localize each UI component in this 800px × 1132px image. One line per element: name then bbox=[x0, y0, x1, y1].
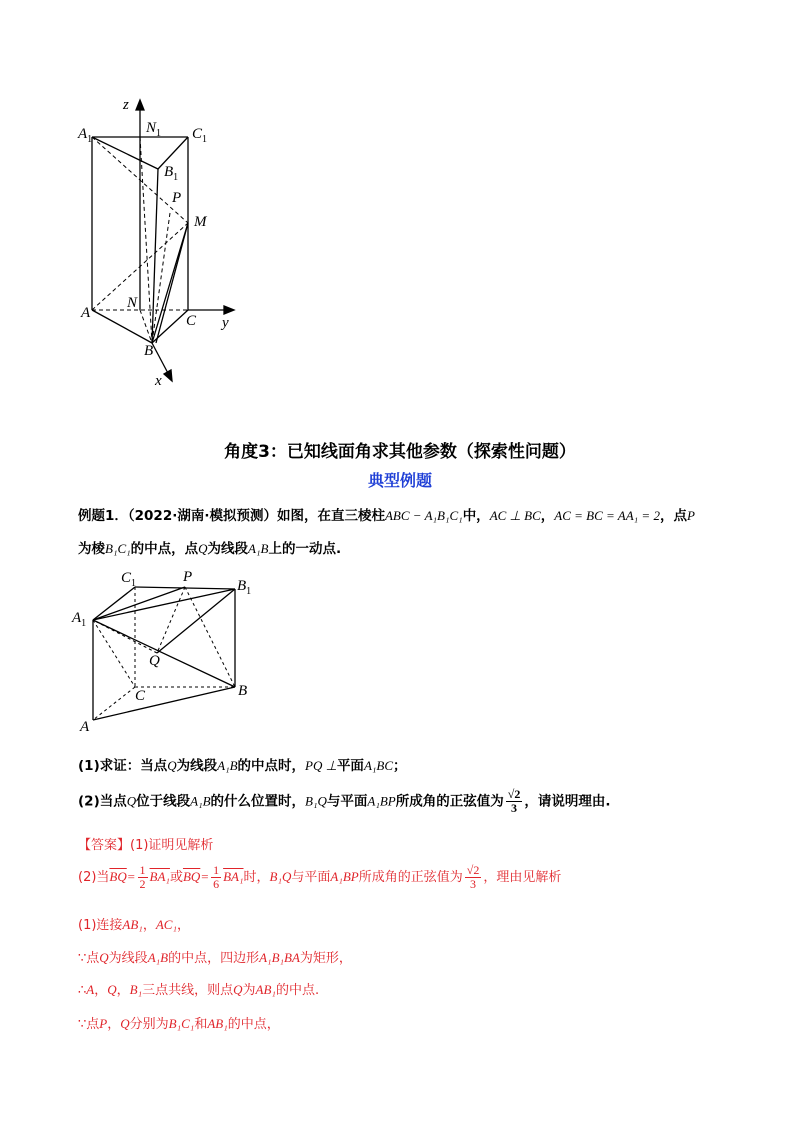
label2-C: C bbox=[135, 688, 146, 704]
example-line-1: 例题1．（2022·湖南·模拟预测）如图，在直三棱柱ABC − A₁B₁C₁中，AC ⊥ BC，AC = BC = AA₁ = 2，点P bbox=[78, 508, 695, 524]
answer-line-1: 【答案】(1)证明见解析 bbox=[78, 838, 214, 853]
question-1: (1)求证：当点Q为线段A₁B的中点时，PQ ⊥平面A₁BC； bbox=[78, 758, 407, 774]
label-C1: $C_1$ bbox=[192, 126, 208, 145]
answer-line-2: (2)当$\overline{BQ}=$ $\frac{1}{2}$ BA₁或$\overline{BQ}=$ $\frac{1}{6}$ BA₁时，B₁Q与平面A₁BP所成角的正弦值为 $\frac{√2}{3}$ ，理由见解析 bbox=[78, 863, 562, 891]
fraction-sqrt2-3: $\frac{√2}{3}$ bbox=[507, 787, 521, 815]
solution-step-2: ∵点Q为线段A₁B的中点，四边形A₁B₁BA为矩形， bbox=[78, 950, 352, 966]
label-N1: $N_1$ bbox=[146, 120, 162, 139]
label2-B: B bbox=[238, 683, 248, 699]
prism-figure bbox=[85, 575, 255, 735]
label2-A: A bbox=[80, 719, 90, 735]
question-2: (2)当点Q位于线段A₁B的什么位置时，B₁Q与平面A₁BP所成角的正弦值为 $\frac{√2}{3}$ ，请说明理由. bbox=[78, 787, 611, 815]
z-arrow bbox=[136, 100, 144, 110]
example-line-2: 为棱B₁C₁的中点，点Q为线段A₁B上的一动点. bbox=[78, 541, 342, 557]
label-C: C bbox=[186, 313, 197, 329]
label-B: B bbox=[144, 343, 154, 359]
label-A: A bbox=[81, 305, 91, 321]
prism-axes-figure bbox=[70, 95, 250, 395]
label-y: y bbox=[222, 315, 229, 331]
solution-step-3: ∴A，Q，B₁三点共线，则点Q为AB₁的中点. bbox=[78, 982, 320, 998]
label2-Q: Q bbox=[149, 653, 160, 669]
label-x: x bbox=[155, 373, 162, 389]
label2-P: P bbox=[183, 569, 193, 585]
label-B1: $B_1$ bbox=[164, 164, 179, 183]
sub-title: 典型例题 bbox=[367, 471, 432, 490]
fraction-1-2: $\frac{1}{2}$ bbox=[139, 863, 146, 891]
label-z: z bbox=[123, 97, 129, 113]
label-A1: $A_1$ bbox=[78, 126, 93, 145]
fraction-sqrt2-3-answer: $\frac{√2}{3}$ bbox=[466, 863, 480, 891]
solution-step-1: (1)连接AB₁，AC₁， bbox=[78, 917, 190, 933]
label-P: P bbox=[172, 190, 182, 206]
label-N: N bbox=[127, 295, 138, 311]
label-M: M bbox=[194, 214, 207, 230]
solution-step-4: ∵点P，Q分别为B₁C₁和AB₁的中点， bbox=[78, 1016, 280, 1032]
label2-A1: $A_1$ bbox=[72, 610, 87, 629]
label2-C1: $C_1$ bbox=[121, 570, 137, 589]
fraction-1-6: $\frac{1}{6}$ bbox=[213, 863, 220, 891]
section-title: 角度3：已知线面角求其他参数（探索性问题） bbox=[224, 442, 576, 462]
label2-B1: $B_1$ bbox=[237, 578, 252, 597]
